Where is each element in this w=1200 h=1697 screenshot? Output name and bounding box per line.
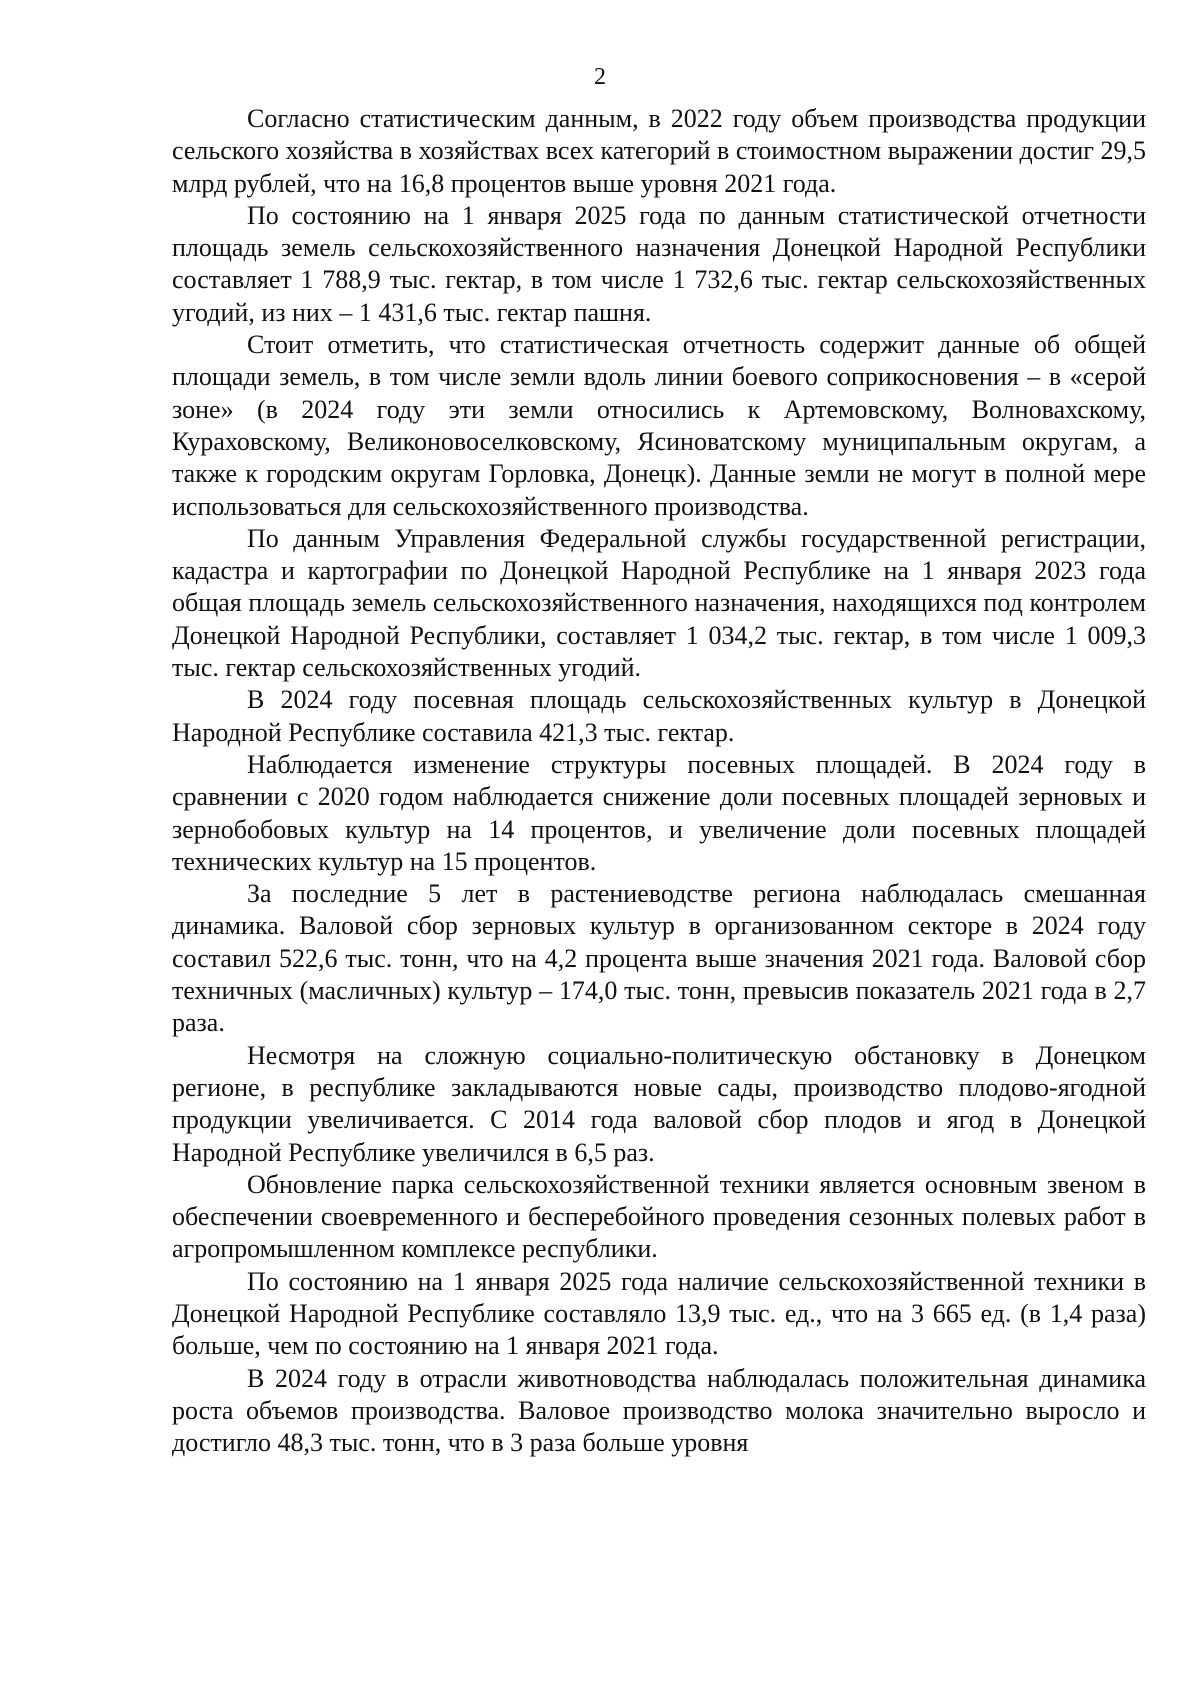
document-body — [172, 103, 1146, 1459]
paragraph-crop-harvest: За последние 5 лет в растениеводстве региона наблюдалась смешанная динамика. Валовой сбор зерновых культур в организованном секторе в 2024 году составил 522,6 тыс. тонн, что на 4,2 процента выше значения 2021 года. Валовой сбор техничных (масличных) культур – 174,0 тыс. тонн, превысив показатель 2021 года в 2,7 раза. — [172, 879, 1146, 1038]
paragraph-sown-area: В 2024 году посевная площадь сельскохозяйственных культур в Донецкой Народной Республике составила 421,3 тыс. гектар. — [172, 685, 1146, 747]
paragraph-cadastre-data: По данным Управления Федеральной службы государственной регистрации, кадастра и картографии по Донецкой Народной Республике на 1 января 2023 года общая площадь земель сельскохозяйственного назначения, находящихся под контролем Донецкой Народной Республики, составляет 1 034,2 тыс. гектар, в том числе 1 009,3 тыс. гектар сельскохозяйственных угодий. — [172, 523, 1146, 683]
paragraph-orchards: Несмотря на сложную социально-политическую обстановку в Донецком регионе, в республике закладываются новые сады, производство плодово-ягодной продукции увеличивается. С 2014 года валовой сбор плодов и ягод в Донецкой Народной Республике увеличился в 6,5 раз. — [172, 1040, 1146, 1167]
paragraph-grey-zone-lands: Стоит отметить, что статистическая отчетность содержит данные об общей площади земель, в том числе земли вдоль линии боевого соприкосновения – в «серой зоне» (в 2024 году эти земли относились к Артемовскому, Волновахскому, Кураховскому, Великоновоселковскому, Ясиноватскому муниципальным округам, а также к городским округам Горловка, Донецк). Данные земли не могут в полной мере использоваться для сельскохозяйственного производства. — [172, 330, 1146, 521]
paragraph-sown-structure: Наблюдается изменение структуры посевных площадей. В 2024 году в сравнении с 2020 годом наблюдается снижение доли посевных площадей зерновых и зернобобовых культур на 14 процентов, и увеличение доли посевных площадей технических культур на 15 процентов. — [172, 749, 1146, 876]
paragraph-land-area-statistics: По состоянию на 1 января 2025 года по данным статистической отчетности площадь земель сельскохозяйственного назначения Донецкой Народной Республики составляет 1 788,9 тыс. гектар, в том числе 1 732,6 тыс. гектар сельскохозяйственных угодий, из них – 1 431,6 тыс. гектар пашня. — [172, 200, 1146, 327]
paragraph-agriculture-output: Согласно статистическим данным, в 2022 году объем производства продукции сельского хозяйства в хозяйствах всех категорий в стоимостном выражении достиг 29,5 млрд рублей, что на 16,8 процентов выше уровня 2021 года. — [172, 104, 1146, 198]
paragraph-machinery-renewal: Обновление парка сельскохозяйственной техники является основным звеном в обеспечении своевременного и бесперебойного проведения сезонных полевых работ в агропромышленном комплексе республики. — [172, 1169, 1146, 1264]
paragraph-livestock: В 2024 году в отрасли животноводства наблюдалась положительная динамика роста объемов производства. Валовое производство молока значительно выросло и достигло 48,3 тыс. тонн, что в 3 раза больше уровня — [172, 1363, 1146, 1458]
paragraph-machinery-count: По состоянию на 1 января 2025 года наличие сельскохозяйственной техники в Донецкой Народной Республике составляло 13,9 тыс. ед., что на 3 665 ед. (в 1,4 раза) больше, чем по состоянию на 1 января 2021 года. — [172, 1266, 1146, 1361]
page-number: 2 — [594, 64, 606, 90]
